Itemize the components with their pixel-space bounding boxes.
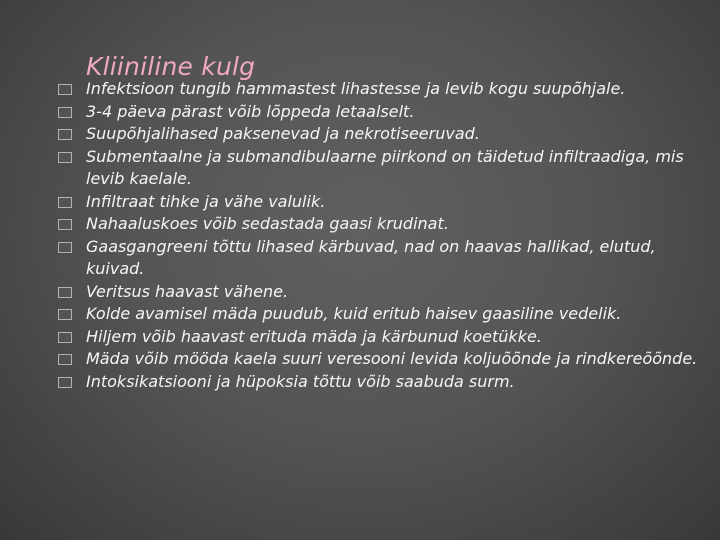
hollow-square-icon [58,242,72,253]
bullet-item [58,213,698,236]
bullet-text: Infektsioon tungib hammastest lihastesse ja levib kogu suupõhjale. [86,79,626,98]
bullet-item [58,281,698,304]
hollow-square-icon [58,197,72,208]
bullet-item [58,371,698,394]
bullet-text: Mäda võib mööda kaela suuri veresooni levida koljuõõnde ja rindkereõõnde. [86,349,698,368]
bullet-item [58,326,698,349]
hollow-square-icon [58,287,72,298]
bullet-item [58,348,698,371]
hollow-square-icon [58,332,72,343]
bullet-text: Gaasgangreeni tõttu lihased kärbuvad, nad on haavas hallikad, elutud, kuivad. [86,236,656,278]
hollow-square-icon [58,129,72,140]
hollow-square-icon [58,84,72,95]
hollow-square-icon [58,377,72,388]
bullet-text: Nahaaluskoes võib sedastada gaasi krudinat. [86,214,449,233]
hollow-square-icon [58,354,72,365]
bullet-text: Suupõhjalihased paksenevad ja nekrotiseeruvad. [86,124,480,143]
bullet-text: Veritsus haavast vähene. [86,281,289,301]
slide-title: Kliiniline kulg [86,52,256,81]
bullet-text: Submentaalne ja submandibulaarne piirkond on täidetud infiltraadiga, mis levib kaelale. [86,146,684,188]
bullet-text: 3-4 päeva pärast võib lõppeda letaalselt. [86,101,415,121]
bullet-item [58,303,698,326]
bullet-item [58,78,698,101]
bullet-text: Hiljem võib haavast erituda mäda ja kärbunud koetükke. [86,326,542,346]
bullet-item [58,191,698,214]
bullet-item [58,146,698,191]
bullet-list [58,78,698,393]
bullet-item [58,101,698,124]
bullet-text: Infiltraat tihke ja vähe valulik. [86,191,326,211]
bullet-text: Intoksikatsiooni ja hüpoksia tõttu võib saabuda surm. [86,371,515,391]
hollow-square-icon [58,309,72,320]
bullet-item [58,236,698,281]
hollow-square-icon [58,219,72,230]
hollow-square-icon [58,107,72,118]
hollow-square-icon [58,152,72,163]
bullet-text: Kolde avamisel mäda puudub, kuid eritub haisev gaasiline vedelik. [86,304,622,323]
bullet-item [58,123,698,146]
